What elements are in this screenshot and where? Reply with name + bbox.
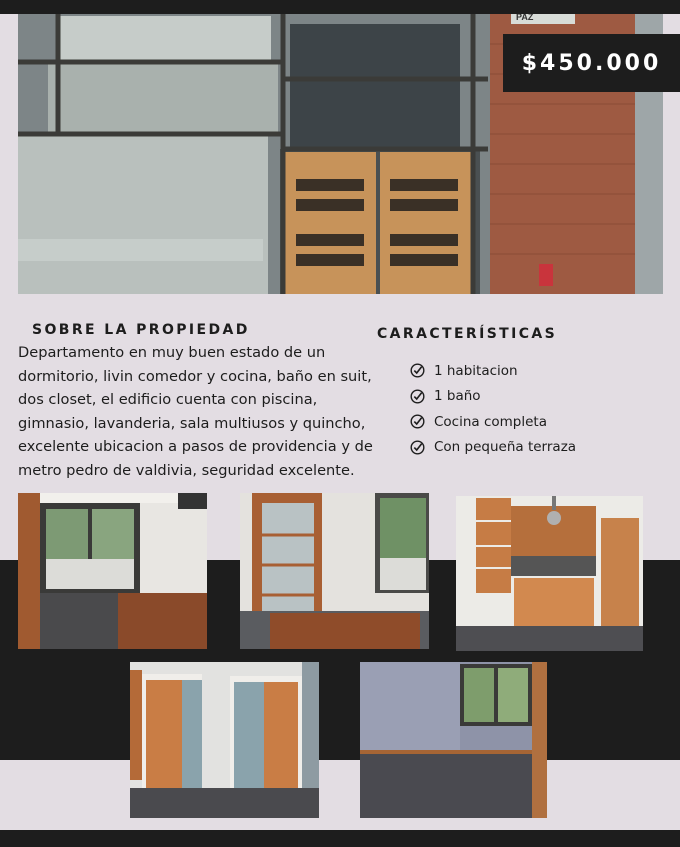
check-circle-icon [410,389,425,404]
photo-bedroom [360,662,547,818]
photo-hallway-closet [240,493,429,649]
check-circle-icon [410,363,425,378]
property-description: Departamento en muy buen estado de un dormitorio, livin comedor y cocina, baño en suit, dos closet, el edificio cuenta con piscina, gimnasio, lavanderia, sala multiusos y quincho, excelente ubicacion a pasos de providencia y de metro pedro de valdivia, seguridad excelente. [18,344,373,479]
building-sign: PAZ [516,14,534,22]
price-tag: $450.000 [503,34,680,92]
feature-label: 1 habitacion [434,362,518,379]
feature-label: Con pequeña terraza [434,439,577,456]
top-dark-band [0,0,680,14]
about-heading: SOBRE LA PROPIEDAD [32,322,250,338]
check-circle-icon [410,414,425,429]
photo-kitchen [456,496,643,651]
features-heading: CARACTERÍSTICAS [377,326,558,342]
photo-living-room [18,493,207,649]
feature-item [410,409,576,435]
feature-label: 1 baño [434,388,481,405]
feature-item [410,384,576,410]
feature-item [410,358,576,384]
bottom-dark-band [0,830,680,847]
features-list [410,358,576,460]
feature-item [410,435,576,461]
check-circle-icon [410,440,425,455]
photo-bedroom-closet [130,662,319,818]
feature-label: Cocina completa [434,413,548,430]
